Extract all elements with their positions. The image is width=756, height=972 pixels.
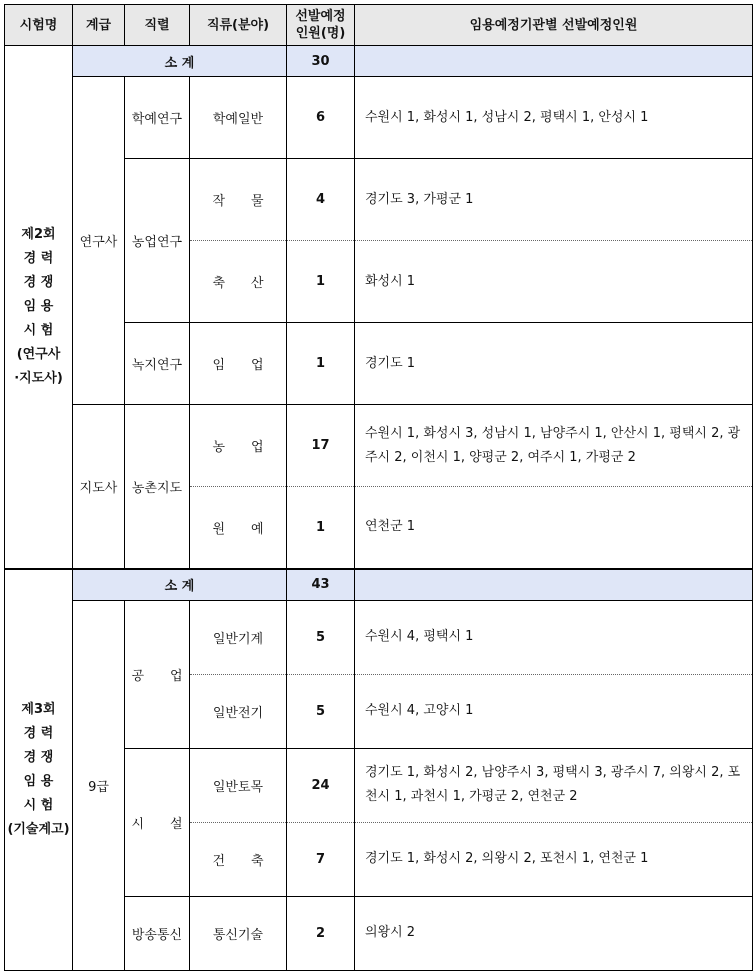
exam2-subtotal-label: 소 계 — [73, 46, 287, 77]
field-cell: 일반기계 — [190, 600, 287, 674]
field-cell: 일반토목 — [190, 748, 287, 822]
series-cell: 공 업 — [125, 600, 190, 748]
field-cell: 임 업 — [190, 323, 287, 405]
exam2-subtotal-count: 30 — [287, 46, 355, 77]
series-cell: 녹지연구 — [125, 323, 190, 405]
count-cell: 1 — [287, 323, 355, 405]
exam3-subtotal-agencies — [355, 569, 753, 601]
count-cell: 2 — [287, 896, 355, 970]
field-cell: 원 예 — [190, 487, 287, 569]
exam2-subtotal-agencies — [355, 46, 753, 77]
field-cell: 통신기술 — [190, 896, 287, 970]
count-cell: 4 — [287, 159, 355, 241]
table-row — [5, 600, 753, 674]
count-cell: 5 — [287, 674, 355, 748]
header-field: 직류(분야) — [190, 5, 287, 46]
recruitment-table — [4, 4, 753, 971]
series-cell: 학예연구 — [125, 77, 190, 159]
agencies-cell: 의왕시 2 — [355, 896, 753, 970]
field-cell: 축 산 — [190, 241, 287, 323]
count-cell: 1 — [287, 241, 355, 323]
table-row — [5, 77, 753, 159]
agencies-cell: 경기도 1, 화성시 2, 남양주시 3, 평택시 3, 광주시 7, 의왕시 2, 포천시 1, 과천시 1, 가평군 2, 연천군 2 — [355, 748, 753, 822]
field-cell: 건 축 — [190, 822, 287, 896]
count-cell: 6 — [287, 77, 355, 159]
exam2-subtotal-row — [5, 46, 753, 77]
series-cell: 농촌지도 — [125, 405, 190, 569]
agencies-cell: 수원시 1, 화성시 1, 성남시 2, 평택시 1, 안성시 1 — [355, 77, 753, 159]
agencies-cell: 경기도 1, 화성시 2, 의왕시 2, 포천시 1, 연천군 1 — [355, 822, 753, 896]
count-cell: 7 — [287, 822, 355, 896]
exam3-subtotal-row — [5, 569, 753, 601]
exam3-name: 제3회 경 력 경 쟁 임 용 시 험 (기술계고) — [5, 569, 73, 971]
count-cell: 1 — [287, 487, 355, 569]
header-exam-name: 시험명 — [5, 5, 73, 46]
exam3-subtotal-count: 43 — [287, 569, 355, 601]
grade-cell: 지도사 — [73, 405, 125, 569]
agencies-cell: 화성시 1 — [355, 241, 753, 323]
header-row — [5, 5, 753, 46]
exam2-name: 제2회 경 력 경 쟁 임 용 시 험 (연구사 ·지도사) — [5, 46, 73, 569]
agencies-cell: 경기도 3, 가평군 1 — [355, 159, 753, 241]
header-grade: 계급 — [73, 5, 125, 46]
agencies-cell: 수원시 4, 평택시 1 — [355, 600, 753, 674]
field-cell: 일반전기 — [190, 674, 287, 748]
grade-cell: 9급 — [73, 600, 125, 970]
agencies-cell: 수원시 1, 화성시 3, 성남시 1, 남양주시 1, 안산시 1, 평택시 2, 광주시 2, 이천시 1, 양평군 2, 여주시 1, 가평군 2 — [355, 405, 753, 487]
agencies-cell: 수원시 4, 고양시 1 — [355, 674, 753, 748]
header-agencies: 임용예정기관별 선발예정인원 — [355, 5, 753, 46]
agencies-cell: 연천군 1 — [355, 487, 753, 569]
header-series: 직렬 — [125, 5, 190, 46]
count-cell: 17 — [287, 405, 355, 487]
series-cell: 농업연구 — [125, 159, 190, 323]
field-cell: 농 업 — [190, 405, 287, 487]
grade-cell: 연구사 — [73, 77, 125, 405]
count-cell: 5 — [287, 600, 355, 674]
series-cell: 시 설 — [125, 748, 190, 896]
exam3-subtotal-label: 소 계 — [73, 569, 287, 601]
count-cell: 24 — [287, 748, 355, 822]
field-cell: 작 물 — [190, 159, 287, 241]
agencies-cell: 경기도 1 — [355, 323, 753, 405]
field-cell: 학예일반 — [190, 77, 287, 159]
table-row — [5, 405, 753, 487]
header-count: 선발예정 인원(명) — [287, 5, 355, 46]
series-cell: 방송통신 — [125, 896, 190, 970]
